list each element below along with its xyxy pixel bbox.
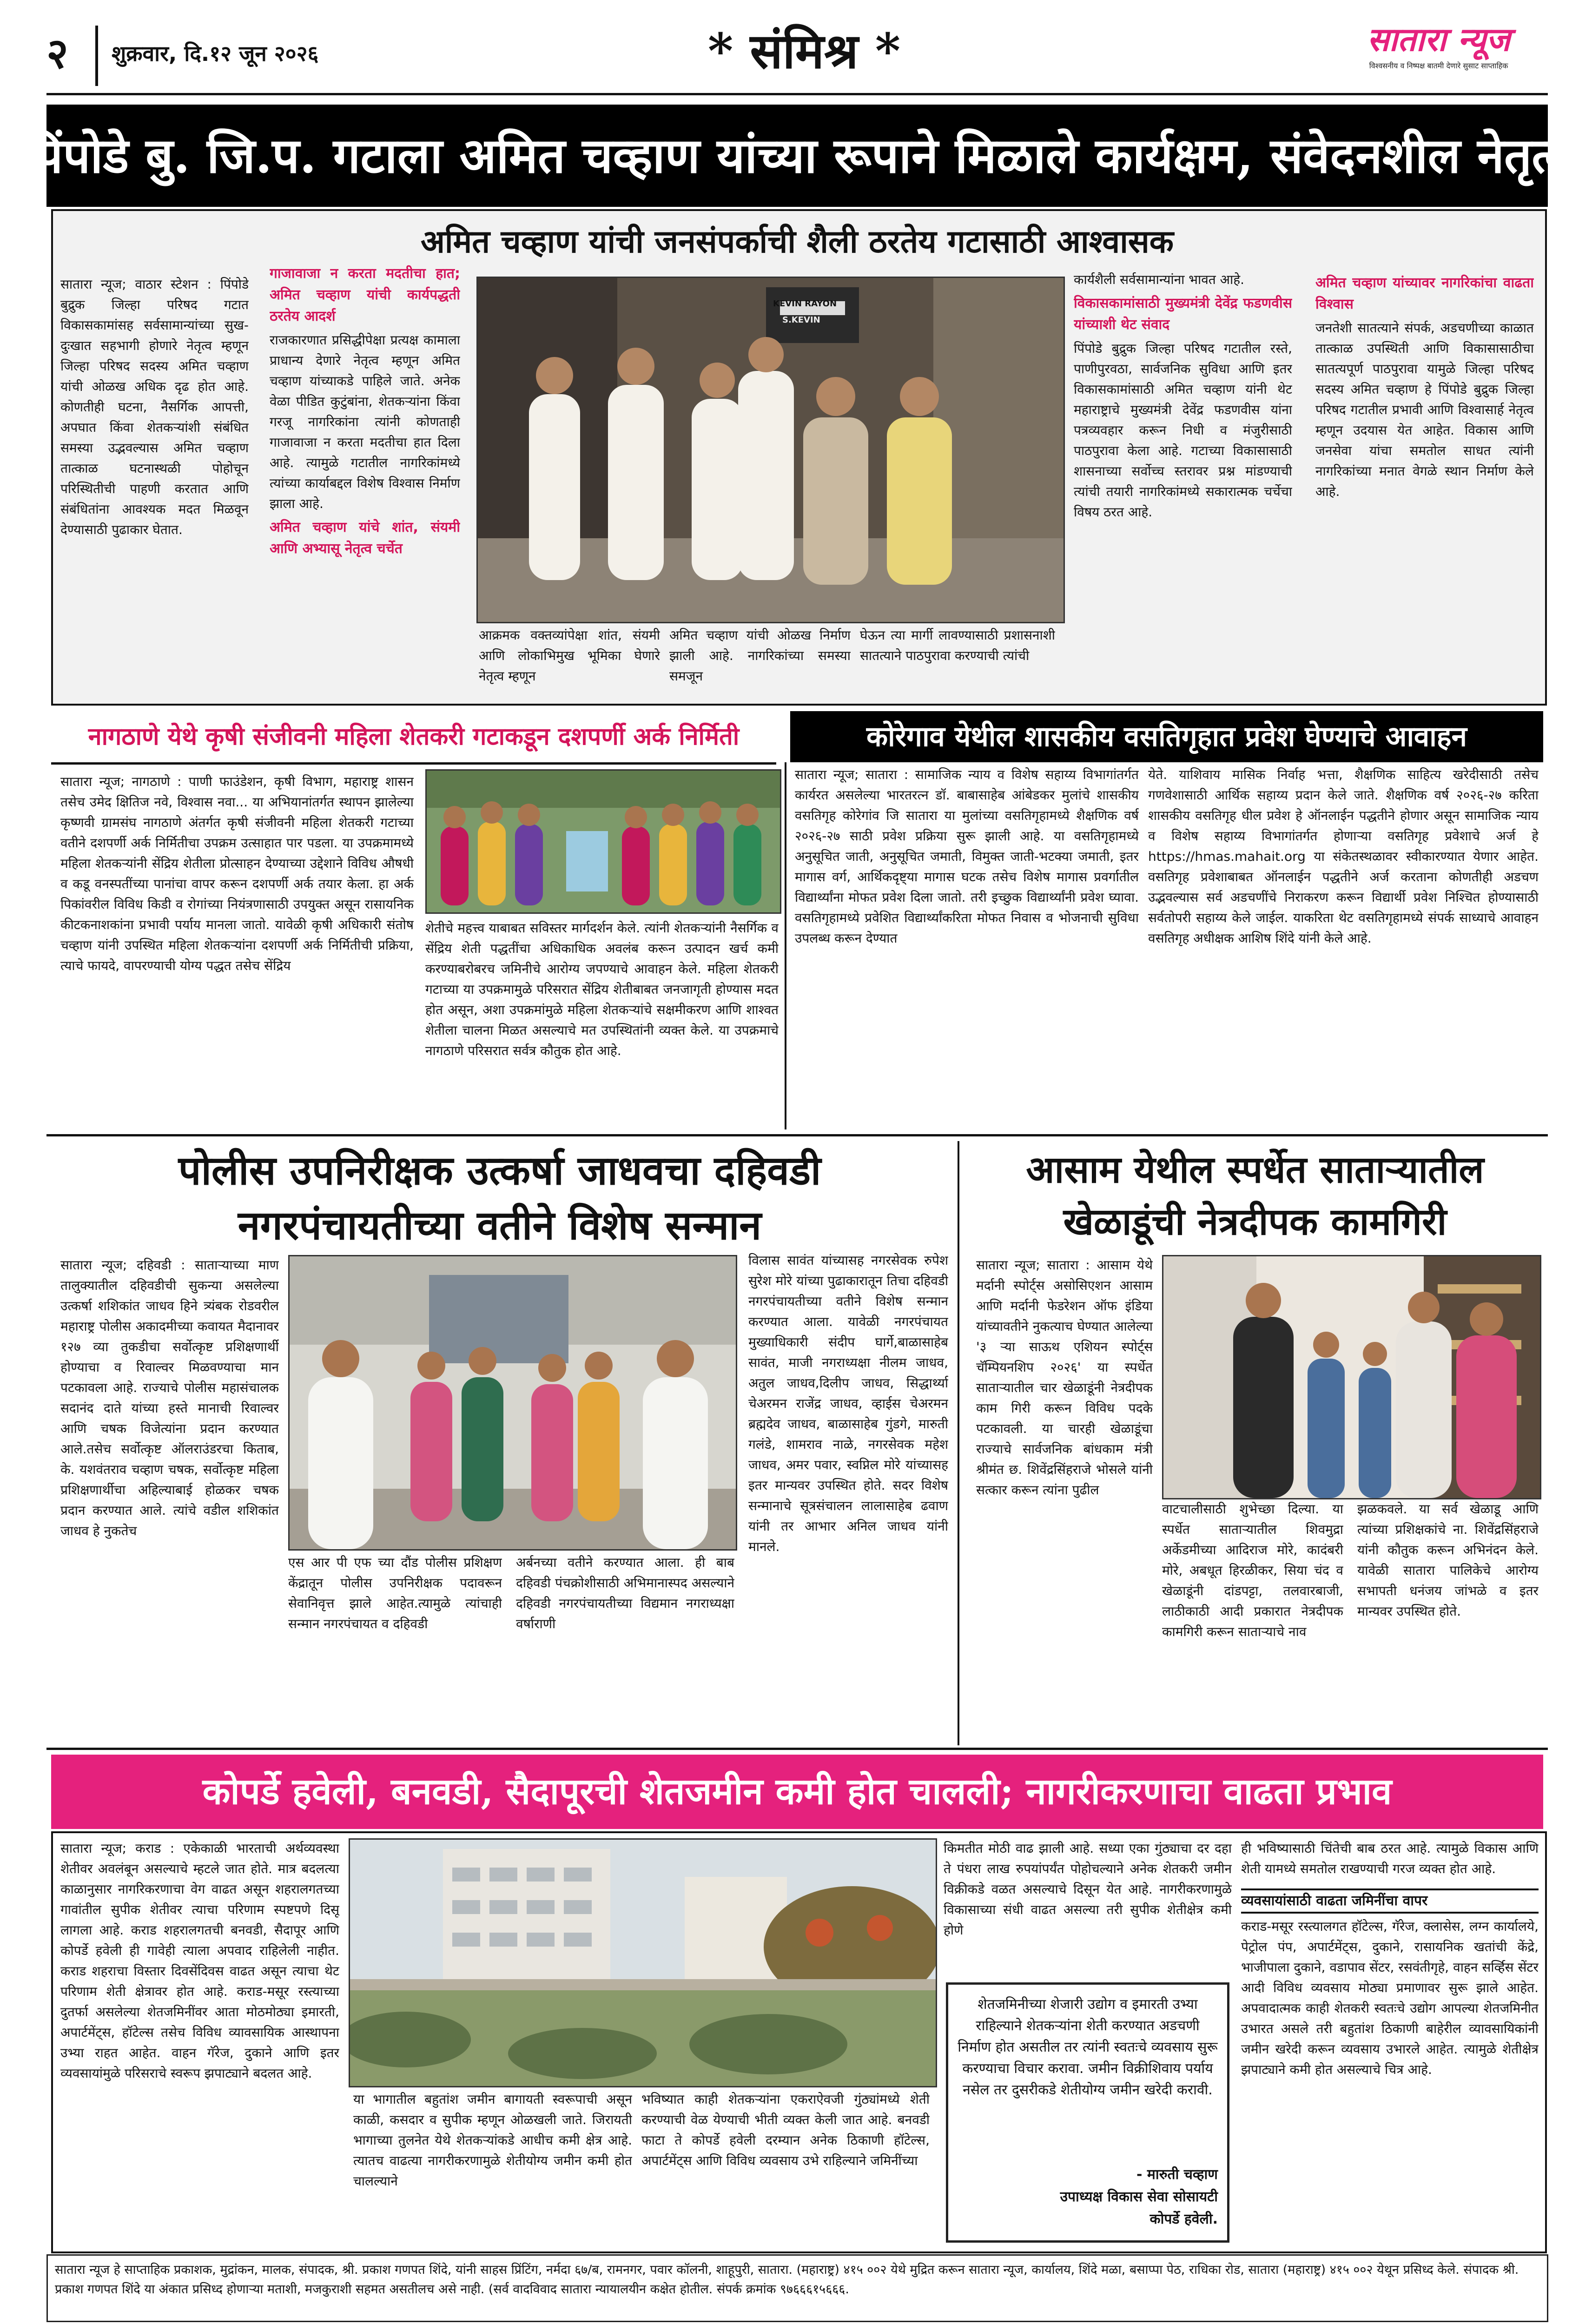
story4-headline-line2: नगरपंचायतीच्या वतीने विशेष सन्मान <box>238 1202 762 1249</box>
story6-below1 <box>353 2089 632 2243</box>
story1-col4 <box>1074 270 1292 693</box>
story1-under-photo-3 <box>860 625 1055 695</box>
header-divider-vertical <box>95 26 98 86</box>
story2-col2-text: शेतीचे महत्त्व याबाबत सविस्तर मार्गदर्शन केले. त्यांनी शेतकऱ्यांनी नैसर्गिक व सेंद्रिय शेती पद्धतींचा अधिकाधिक अवलंब करून उत्पादन खर्च कमी करण्याबरोबरच जमिनीचे आरोग्य जपण्याचे आवाहन केले. महिला शेतकरी गटाच्या या उपक्रमामुळे परिसरात सेंद्रिय शेतीबाबत जनजागृती होण्यास मदत होत असून, अशा उपक्रमांमुळे महिला शेतकऱ्यांचे सक्षमीकरण आणि शाश्वत शेतीला चालना मिळत असल्याचे मत उपस्थितांनी व्यक्त केले. या उपक्रमाचे नागठाणे परिसरात सर्वत्र कौतुक होत आहे. <box>425 920 779 1058</box>
story4-col1 <box>60 1255 279 1743</box>
story6-photo <box>349 1838 937 2087</box>
story3-divider <box>785 762 786 1129</box>
story4-below2-text: अर्बनच्या वतीने करण्यात आला. ही बाब दहिवडी पंचक्रोशीसाठी अभिमानास्पद असल्याने दहिवडी नगरपंचायतीच्या विद्यमान नगराध्यक्षा वर्षाराणी <box>516 1555 734 1631</box>
story6-below1-text: या भागातील बहुतांश जमीन बागायती स्वरूपाची असून काळी, कसदार व सुपीक म्हणून ओळखली जाते. जिरायती भागाच्या तुलनेत येथे शेतकऱ्यांकडे आधीच कमी क्षेत्र आहे. त्यातच वाढत्या नागरीकरणामुळे शेतीयोग्य जमीन कमी होत चालल्याने <box>353 2092 632 2189</box>
story5-col2 <box>1162 1499 1343 1736</box>
story4-headline-line1: पोलीस उपनिरीक्षक उत्कर्षा जाधवचा दहिवडी <box>178 1147 821 1194</box>
story4-col1-text: सातारा न्यूज; दहिवडी : साताऱ्याच्या माण तालुक्यातील दहिवडीची सुकन्या असलेल्या उत्कर्षा शशिकांत जाधव हिने त्र्यंबक रोडवरील महाराष्ट्र पोलीस अकादमीच्या कवायत मैदानावर १२७ व्या तुकडीचा सर्वोत्कृष्ट प्रशिक्षणार्थी होण्याचा व रिवाल्वर मिळवण्याचा मान पटकावला आहे. राज्याचे पोलीस महासंचालक सदानंद दाते यांच्या हस्ते मानाची रिवाल्वर आणि चषक विजेत्यांना प्रदान करण्यात आले.तसेच सर्वोत्कृष्ट ऑलराउंडरचा किताब, के. यशवंतराव चव्हाण चषक, सर्वोत्कृष्ट महिला प्रशिक्षणार्थीचा अहिल्याबाई होळकर चषक प्रदान करण्यात आले. त्यांचे वडील शशिकांत जाधव हे नुकतेच <box>60 1257 279 1538</box>
story6-below2-text: भविष्यात काही शेतकऱ्यांना एकराऐवजी गुंठ्यांमध्ये शेती करण्याची वेळ येण्याची भीती व्यक्त केली जात आहे. बनवडी फाटा ते कोपर्डे हवेली दरम्यान अनेक ठिकाणी हॉटेल्स, अपार्टमेंट्स आणि विविध व्यवसाय उभे राहिल्याने जमिनींच्या <box>641 2092 930 2168</box>
imprint-box-marathi <box>46 2254 1548 2322</box>
story6-col4-top: ही भविष्यासाठी चिंतेची बाब ठरत आहे. त्यामुळे विकास आणि शेती यामध्ये समतोल राखण्याची गरज व्यक्त होत आहे. <box>1241 1841 1539 1876</box>
shop-sign-text-2: S.KEVIN <box>782 315 820 325</box>
header-bottom-rule <box>46 93 1548 95</box>
section-title: * संमिश्र * <box>707 22 901 79</box>
story6-photo-svg <box>350 1840 936 2086</box>
story6-quote <box>958 1994 1218 2157</box>
story6-col1 <box>60 1838 339 2243</box>
story1-col4-subhead: विकासकामांसाठी मुख्यमंत्री देवेंद्र फडणवीस यांच्याशी थेट संवाद <box>1074 295 1292 333</box>
story1-col2-text: राजकारणात प्रसिद्धीपेक्षा प्रत्यक्ष कामाला प्राधान्य देणारे नेतृत्व म्हणून अमित चव्हाण यांच्याकडे पाहिले जाते. अनेक वेळा पीडित कुटुंबांना, शेतकऱ्यांना किंवा गरजू नागरिकांना त्यांनी कोणताही गाजावाजा न करता मदतीचा हात दिला आहे. त्यामुळे गटातील नागरिकांमध्ये त्यांच्या कार्याबद्दल विशेष विश्वास निर्माण झाला आहे. <box>270 332 460 511</box>
story1-col4-text: पिंपोडे बुद्रुक जिल्हा परिषद गटातील रस्ते, पाणीपुरवठा, सार्वजनिक सुविधा आणि इतर विकासकामांसाठी अमित चव्हाण यांनी थेट महाराष्ट्राचे मुख्यमंत्री देवेंद्र फडणवीस यांना पत्रव्यवहार करून निधी व मंजुरीसाठी पाठपुरावा केला आहे. गटाच्या विकासासाठी शासनाच्या सर्वोच्च स्तरावर प्रश्न मांडण्याची त्यांची तयारी नागरिकांमध्ये सकारात्मक चर्चेचा विषय ठरत आहे. <box>1074 341 1292 520</box>
logo-tagline: विश्वसनीय व निष्पक्ष बातमी देणारे सुसाट साप्ताहिक <box>1369 61 1508 70</box>
story5-col1 <box>976 1255 1153 1738</box>
shop-sign-text: KEVIN RAYON <box>773 299 837 309</box>
story1-col1 <box>60 274 249 688</box>
story6-below2 <box>641 2089 930 2243</box>
story6-quote-box <box>946 1982 1229 2243</box>
imprint-marathi: सातारा न्यूज हे साप्ताहिक प्रकाशक, मुद्रांकन, मालक, संपादक, श्री. प्रकाश गणपत शिंदे, यांनी साहस प्रिंटिंग, नर्मदा ६७/ब, रामनगर, पवार कॉलनी, शाहूपुरी, सातारा. (महाराष्ट्र) ४१५ ००२ येथे मुद्रित करून सातारा न्यूज, कार्यालय, शिंदे मळा, बसाप्पा पेठ, राधिका रोड, सातारा (महाराष्ट्र) ४१५ ००२ येथून प्रसिध्द केले. संपादक श्री. प्रकाश गणपत शिंदे या अंकात प्रसिध्द होणाऱ्या मताशी, मजकुराशी सहमत असतीलच असे नाही. (सर्व वादविवाद सातारा न्यायालयीन कक्षेत होतील. संपर्क क्रमांक ९७६६६१५६६६. <box>55 2263 1519 2297</box>
story2-col2 <box>425 918 779 1129</box>
story5-photo-svg <box>1163 1256 1540 1498</box>
story3-headline-bar <box>790 711 1543 762</box>
issue-date: शुक्रवार, दि.१२ जून २०२६ <box>112 41 319 66</box>
story4-col3 <box>748 1250 948 1738</box>
story5-photo <box>1162 1255 1541 1499</box>
story6-headline-bar <box>51 1755 1543 1829</box>
story1-col2-subhead: गाजावाजा न करता मदतीचा हात; अमित चव्हाण यांची कार्यपद्धती ठरतेय आदर्श <box>270 265 460 324</box>
story4-headline <box>51 1143 948 1253</box>
story2-headline-bar <box>51 711 776 765</box>
quote-author: - मारुती चव्हाण <box>1136 2166 1218 2183</box>
story1-col5-subhead: अमित चव्हाण यांच्यावर नागरिकांचा वाढता विश्वास <box>1315 275 1534 312</box>
story1-headline: पिंपोडे बु. जि.प. गटाला अमित चव्हाण यांच्या रूपाने मिळाले कार्यक्षम, संवेदनशील नेतृत्व <box>23 127 1572 184</box>
story1-under-photo-text-2: अमित चव्हाण यांची ओळख निर्माण झाली आहे. नागरिकांच्या समस्या समजून <box>669 627 851 684</box>
story5-col3-text: झळकवले. या सर्व खेळाडू आणि त्यांच्या प्रशिक्षकांचे ना. शिवेंद्रसिंहराजे यांनी कौतुक करून अभिनंदन केले. यावेळी सातारा पालिकेचे आरोग्य सभापती धनंजय जांभळे व इतर मान्यवर उपस्थित होते. <box>1357 1501 1539 1619</box>
story6-quote-attribution <box>958 2164 1218 2231</box>
story6-col1-text: सातारा न्यूज; कराड : एकेकाळी भारताची अर्थव्यवस्था शेतीवर अवलंबून असल्याचे म्हटले जात होते. मात्र बदलत्या काळानुसार नागरिकरणाचा वेग वाढत असून शहरालगतच्या गावांतील सुपीक शेतीवर त्याचा परिणाम स्पष्टपणे दिसू लागला आहे. कराड शहरालगतची बनवडी, सैदापूर आणि कोपर्डे हवेली ही गावेही त्याला अपवाद राहिलेली नाहीत. कराड शहराचा विस्तार दिवसेंदिवस वाढत असून त्याचा थेट परिणाम शेती क्षेत्रावर होत आहे. कराड-मसूर रस्त्याच्या दुतर्फा असलेल्या शेतजमिनींवर आता मोठमोठ्या इमारती, अपार्टमेंट्स, हॉटेल्स तसेच विविध व्यावसायिक आस्थापना उभ्या राहत आहेत. वाहन गॅरेज, दुकाने आणि इतर व्यवसायांमुळे परिसराचे स्वरूप झपाट्याने बदलत आहे. <box>60 1841 339 2081</box>
story1-col2-subhead2: अमित चव्हाण यांचे शांत, संयमी आणि अभ्यासू नेतृत्व चर्चेत <box>270 519 460 557</box>
story6-headline: कोपर्डे हवेली, बनवडी, सैदापूरची शेतजमीन कमी होत चालली; नागरीकरणाचा वाढता प्रभाव <box>202 1770 1392 1813</box>
story6-col4 <box>1241 1838 1539 2243</box>
story3-headline: कोरेगाव येथील शासकीय वसतिगृहात प्रवेश घेण्याचे आवाहन <box>866 720 1467 753</box>
story2-photo <box>425 769 781 914</box>
story4-below1-text: एस आर पी एफ च्या दौंड पोलीस प्रशिक्षण केंद्रातून पोलीस उपनिरीक्षक पदावरून सेवानिवृत्त झाले आहेत.त्यामुळे त्यांचाही सन्मान नगरपंचायत व दहिवडी <box>288 1555 502 1631</box>
story4-photo-svg <box>290 1256 736 1549</box>
story1-col5-text: जनतेशी सातत्याने संपर्क, अडचणीच्या काळात तात्काळ उपस्थिती आणि विकासासाठीचा सातत्यपूर्ण पाठपुरावा यामुळे जिल्हा परिषद सदस्य अमित चव्हाण हे पिंपोडे बुद्रुक जिल्हा परिषद गटातील प्रभावी आणि विश्वासार्ह नेतृत्व म्हणून उदयास येत आहेत. विकास आणि जनसेवा यांचा समतोल साधत त्यांनी नागरिकांच्या मनात वेगळे स्थान निर्माण केले आहे. <box>1315 320 1534 499</box>
story1-under-photo-text-1: आक्रमक वक्तव्यांपेक्षा शांत, संयमी आणि लोकाभिमुख भूमिका घेणारे नेतृत्व म्हणून <box>479 627 660 684</box>
story1-col5 <box>1315 270 1534 693</box>
story3-col2 <box>1148 765 1539 1129</box>
story3-col1-text: सातारा न्यूज; सातारा : सामाजिक न्याय व विशेष सहाय्य विभागांतर्गत कार्यरत असलेल्या भारतरत्न डॉ. बाबासाहेब आंबेडकर मुलांचे शासकीय वसतिगृह कोरेगांव जि सातारा या मुलांच्या वसतिगृहामध्ये शैक्षणिक वर्ष २०२६-२७ साठी प्रवेश प्रक्रिया सुरू झाली आहे. या वसतिगृहामध्ये अनुसूचित जाती, अनुसूचित जमाती, विमुक्त जाती-भटक्या जमाती, इतर मागास वर्ग, आर्थिकदृष्ट्या मागास घटक तसेच विशेष मागास प्रवर्गातील विद्यार्थ्यांना मोफत प्रवेश दिला जातो. तरी इच्छुक विद्यार्थ्यांनी प्रवेश घ्यावा. वसतिगृहामध्ये प्रवेशित विद्यार्थ्यांकरिता मोफत निवास व भोजनाची सुविधा उपलब्ध करून देण्यात <box>795 767 1139 946</box>
story1-col2 <box>270 260 460 693</box>
story5-headline <box>967 1143 1543 1248</box>
story5-col1-text: सातारा न्यूज; सातारा : आसाम येथे मर्दानी स्पोर्ट्स असोसिएशन आसाम आणि मर्दानी फेडरेशन ऑफ इंडिया यांच्यावतीने नुकत्याच घेण्यात आलेल्या '३ ऱ्या साऊथ एशियन स्पोर्ट्स चॅम्पियनशिप २०२६' या स्पर्धेत साताऱ्यातील चार खेळाडूंनी नेत्रदीपक काम गिरी करून विविध पदके पटकावली. या चारही खेळाडूंचा राज्याचे सार्वजनिक बांधकाम मंत्री श्रीमंत छ. शिवेंद्रसिंहराजे भोसले यांनी सत्कार करून त्यांना पुढील <box>976 1257 1153 1498</box>
section-rule-3 <box>46 1748 1548 1750</box>
page-number: २ <box>46 29 68 78</box>
story1-under-photo-2 <box>669 625 851 695</box>
story1-under-photo-text-3: घेऊन त्या मार्गी लावण्यासाठी प्रशासनाशी सातत्याने पाठपुरावा करण्याची त्यांची <box>860 627 1055 663</box>
story5-col3 <box>1357 1499 1539 1736</box>
story1-col1-text: सातारा न्यूज; वाठार स्टेशन : पिंपोडे बुद्रुक जिल्हा परिषद गटात विकासकामांसह सर्वसामान्यांच्या सुख-दुःखात सहभागी होणारे नेतृत्व म्हणून जिल्हा परिषद सदस्य अमित चव्हाण यांची ओळख अधिक दृढ होत आहे. कोणतीही घटना, नैसर्गिक आपत्ती, अपघात किंवा शेतकऱ्यांशी संबंधित समस्या उद्भवल्यास अमित चव्हाण तात्काळ घटनास्थळी पोहोचून परिस्थितीची पाहणी करतात आणि संबंधितांना आवश्यक मदत मिळवून देण्यासाठी पुढाकार घेतात. <box>60 277 249 537</box>
story2-headline: नागठाणे येथे कृषी संजीवनी महिला शेतकरी गटाकडून दशपर्णी अर्क निर्मिती <box>88 722 740 751</box>
story5-divider <box>958 1141 959 1745</box>
masthead-logo <box>1329 19 1548 79</box>
story5-headline-line2: खेळाडूंची नेत्रदीपक कामगिरी <box>1063 1200 1447 1243</box>
story4-below1 <box>288 1552 502 1738</box>
story4-photo <box>288 1255 737 1551</box>
story6-col3-text: किमतीत मोठी वाढ झाली आहे. सध्या एका गुंठ्याचा दर दहा ते पंधरा लाख रुपयांपर्यंत पोहोचल्याने अनेक शेतकरी जमीन विक्रीकडे वळत असल्याचे दिसून येत आहे. नागरीकरणामुळे विकासाच्या संधी वाढत असल्या तरी सुपीक शेतीक्षेत्र कमी होणे <box>944 1841 1232 1938</box>
story2-photo-svg <box>427 771 780 912</box>
story5-headline-line1: आसाम येथील स्पर्धेत साताऱ्यातील <box>1026 1148 1484 1191</box>
story1-photo-svg <box>478 278 1064 622</box>
story5-col2-text: वाटचालीसाठी शुभेच्छा दिल्या. या स्पर्धेत साताऱ्यातील शिवमुद्रा अर्केडमीच्या आदिराज मोरे, कादंबरी मोरे, अबधूत हिरळीकर, सिया चंद व खेळाडूंनी दांडपट्टा, तलवारबाजी, लाठीकाठी आदी प्रकारात नेत्रदीपक कामगिरी करून साताऱ्याचे नाव <box>1162 1501 1343 1639</box>
story1-subheadline: अमित चव्हाण यांची जनसंपर्काची शैली ठरतेय गटासाठी आश्वासक <box>420 223 1174 260</box>
story2-col1-text: सातारा न्यूज; नागठाणे : पाणी फाउंडेशन, कृषी विभाग, महाराष्ट्र शासन तसेच उमेद क्षितिज नवे, विश्वास नवा... या अभियानांतर्गत स्थापन झालेल्या कृष्णवी ग्रामसंघ नागठाणे अंतर्गत कृषी संजीवनी महिला शेतकरी गटाच्या वतीने दशपर्णी अर्क निर्मितीचा उपक्रम उत्साहात पार पडला. या उपक्रमामध्ये महिला शेतकऱ्यांनी सेंद्रिय शेतीला प्रोत्साहन देण्याच्या उद्देशाने विविध औषधी व कडू वनस्पतींच्या पानांचा वापर करून दशपर्णी अर्क तयार केला. हा अर्क पिकांवरील विविध किडी व रोगांच्या नियंत्रणासाठी उपयुक्त असून रासायनिक कीटकनाशकांना प्रभावी पर्याय मानला जातो. यावेळी कृषी अधिकारी संतोष चव्हाण यांनी उपस्थित महिला शेतकऱ्यांना दशपर्णी अर्क निर्मितीची प्रक्रिया, त्याचे फायदे, वापरण्याची योग्य पद्धत तसेच सेंद्रिय <box>60 774 414 973</box>
quote-role-2: कोपर्डे हवेली. <box>1149 2211 1218 2227</box>
section-rule-2 <box>46 1134 1548 1136</box>
story1-under-photo-1 <box>479 625 660 695</box>
quote-role-1: उपाध्यक्ष विकास सेवा सोसायटी <box>1060 2189 1218 2205</box>
story3-col1 <box>795 765 1139 1129</box>
story4-below2 <box>516 1552 734 1738</box>
story3-col2-text: येते. याशिवाय मासिक निर्वाह भत्ता, शैक्षणिक साहित्य खरेदीसाठी तसेच गणवेशासाठी आर्थिक सहाय्य प्रदान केले जाते. शैक्षणिक वर्ष २०२६-२७ करिता शासकीय वसतिगृह धील प्रवेश हे ऑनलाईन पद्धतीने होणार असून सामाजिक न्याय व विशेष सहाय्य विभागांतर्गत होणाऱ्या वसतिगृह प्रवेशाचे अर्ज हे https://hmas.mahait.org या संकेतस्थळावर स्वीकारण्यात येणार आहेत. वसतिगृह प्रवेशाबाबत ऑनलाईन पद्धतीने अर्ज करताना कोणतीही अडचण उद्भवल्यास सर्व अडचणींचे निराकरण करून विद्यार्थी प्रवेश निश्चित होण्यासाठी सर्वतोपरी सहाय्य केले जाईल. याकरिता थेट वसतिगृहामध्ये संपर्क साध्याचे आवाहन वसतिगृह अधीक्षक आशिष शिंदे यांनी केले आहे. <box>1148 767 1539 946</box>
story6-col4-subhead: व्यवसायांसाठी वाढता जमिनींचा वापर <box>1241 1888 1539 1914</box>
logo-text: सातारा न्यूज <box>1367 20 1510 59</box>
story6-col3 <box>944 1838 1232 1978</box>
story4-col3-text: विलास सावंत यांच्यासह नगरसेवक रुपेश सुरेश मोरे यांच्या पुढाकारातून तिचा दहिवडी नगरपंचायतीच्या वतीने विशेष सन्मान करण्यात आला. यावेळी नगरपंचायत मुख्याधिकारी संदीप घार्गे,बाळासाहेब सावंत, माजी नगराध्यक्षा नीलम जाधव, अतुल जाधव,दिलीप जाधव, सिद्धार्थ्या चेअरमन राजेंद्र जाधव, व्हाईस चेअरमन ब्रह्मदेव जाधव, बाळासाहेब गुंडगे, मारुती गलंडे, शामराव नाळे, नगरसेवक महेश जाधव, अमर पवार, स्वप्निल मोरे यांच्यासह इतर मान्यवर उपस्थित होते. सदर विशेष सन्मानाचे सूत्रसंचालन लालासाहेब ढवाण यांनी तर आभार अनिल जाधव यांनी मानले. <box>748 1253 948 1554</box>
story1-headline-bar <box>23 105 1572 207</box>
story1-photo <box>476 277 1065 623</box>
story2-col1 <box>60 772 414 1129</box>
story6-col4-text: कराड-मसूर रस्त्यालगत हॉटेल्स, गॅरेज, क्लासेस, लग्न कार्यालये, पेट्रोल पंप, अपार्टमेंट्स, दुकाने, रासायनिक खतांची केंद्रे, भाजीपाला दुकाने, वडापाव सेंटर, रसवंतीगृहे, वाहन सर्व्हिस सेंटर आदी विविध व्यवसाय मोठ्या प्रमाणावर सुरू झाले आहेत. अपवादात्मक काही शेतकरी स्वतःचे उद्योग आपल्या शेतजमिनीत उभारत असले तरी बहुतांश ठिकाणी बाहेरील व्यावसायिकांनी जमीन खरेदी करून व्यवसाय उभारले आहेत. त्यामुळे शेतीक्षेत्र झपाट्याने कमी होत असल्याचे चित्र आहे. <box>1241 1919 1539 2077</box>
story6-quote-text: शेतजमिनीच्या शेजारी उद्योग व इमारती उभ्या राहिल्याने शेतकऱ्यांना शेती करण्यात अडचणी निर्माण होत असतील तर त्यांनी स्वतःचे व्यवसाय सुरू करण्याचा विचार करावा. जमीन विक्रीशिवाय पर्याय नसेल तर दुसरीकडे शेतीयोग्य जमीन खरेदी करावी. <box>958 1996 1218 2098</box>
story1-col4-top: कार्यशैली सर्वसामान्यांना भावत आहे. <box>1074 272 1245 287</box>
